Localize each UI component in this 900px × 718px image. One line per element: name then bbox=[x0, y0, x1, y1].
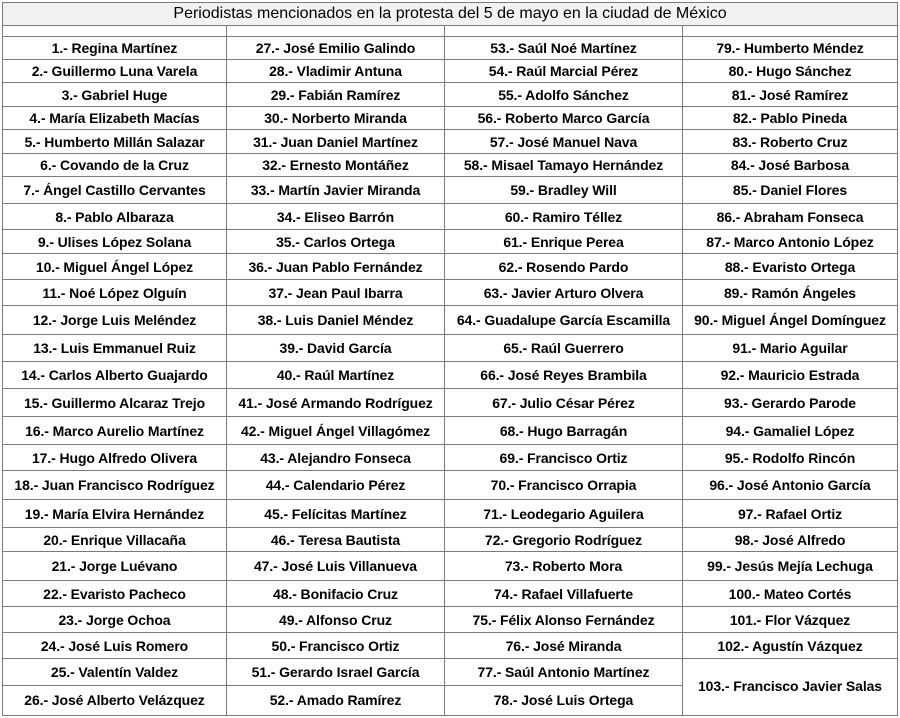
journalist-cell: 19.- María Elvira Hernández bbox=[3, 500, 226, 528]
journalist-cell: 64.- Guadalupe García Escamilla bbox=[445, 306, 682, 335]
journalist-cell: 53.- Saúl Noé Martínez bbox=[445, 37, 682, 60]
journalist-cell: 26.- José Alberto Velázquez bbox=[24, 691, 205, 708]
journalist-cell: 79.- Humberto Méndez bbox=[683, 37, 897, 60]
journalist-cell: 10.- Miguel Ángel López bbox=[3, 254, 226, 280]
journalist-cell: 72.- Gregorio Rodríguez bbox=[445, 528, 682, 552]
journalist-cell: 60.- Ramiro Téllez bbox=[445, 204, 682, 230]
journalist-cell: 4.- María Elizabeth Macías bbox=[3, 107, 226, 130]
journalist-cell: 80.- Hugo Sánchez bbox=[683, 60, 897, 83]
journalist-cell: 71.- Leodegario Aguilera bbox=[445, 500, 682, 528]
journalist-cell: 82.- Pablo Pineda bbox=[683, 107, 897, 130]
journalist-cell: 88.- Evaristo Ortega bbox=[683, 254, 897, 280]
journalist-cell: 31.- Juan Daniel Martínez bbox=[227, 130, 444, 154]
journalist-cell: 38.- Luis Daniel Méndez bbox=[227, 306, 444, 335]
journalist-cell: 100.- Mateo Cortés bbox=[683, 581, 897, 607]
journalist-cell: 101.- Flor Vázquez bbox=[683, 607, 897, 633]
journalist-cell: 59.- Bradley Will bbox=[445, 177, 682, 204]
blank-header-cell bbox=[227, 26, 445, 36]
journalist-cell: 95.- Rodolfo Rincón bbox=[683, 445, 897, 471]
journalist-cell: 33.- Martín Javier Miranda bbox=[227, 177, 444, 204]
journalist-cell: 2.- Guillermo Luna Varela bbox=[3, 60, 226, 83]
journalist-cell: 74.- Rafael Villafuerte bbox=[445, 581, 682, 607]
journalist-cell: 41.- José Armando Rodríguez bbox=[227, 389, 444, 417]
journalist-cell: 14.- Carlos Alberto Guajardo bbox=[3, 362, 226, 389]
name-column-4 bbox=[683, 37, 897, 716]
blank-header-cell bbox=[445, 26, 683, 36]
journalist-cell: 46.- Teresa Bautista bbox=[227, 528, 444, 552]
journalist-cell: 86.- Abraham Fonseca bbox=[683, 204, 897, 230]
journalist-cell: 75.- Félix Alonso Fernández bbox=[445, 607, 682, 633]
name-column-1 bbox=[3, 37, 227, 716]
journalist-cell: 5.- Humberto Millán Salazar bbox=[3, 130, 226, 154]
blank-header-cell bbox=[683, 26, 897, 36]
blank-header-cell bbox=[3, 26, 227, 36]
journalist-cell: 35.- Carlos Ortega bbox=[227, 230, 444, 254]
journalist-cell: 42.- Miguel Ángel Villagómez bbox=[227, 417, 444, 445]
journalist-cell: 9.- Ulises López Solana bbox=[3, 230, 226, 254]
journalist-cell: 103.- Francisco Javier Salas bbox=[698, 678, 882, 694]
journalist-cell: 84.- José Barbosa bbox=[683, 154, 897, 177]
journalist-cell: 24.- José Luis Romero bbox=[3, 633, 226, 659]
journalist-cell: 36.- Juan Pablo Fernández bbox=[227, 254, 444, 280]
journalist-cell: 15.- Guillermo Alcaraz Trejo bbox=[3, 389, 226, 417]
journalist-cell: 96.- José Antonio García bbox=[683, 471, 897, 500]
name-columns bbox=[3, 37, 897, 716]
journalist-cell: 49.- Alfonso Cruz bbox=[227, 607, 444, 633]
journalist-cell: 11.- Noé López Olguín bbox=[3, 280, 226, 306]
journalist-cell: 7.- Ángel Castillo Cervantes bbox=[3, 177, 226, 204]
journalist-cell: 16.- Marco Aurelio Martínez bbox=[3, 417, 226, 445]
journalist-cell: 56.- Roberto Marco García bbox=[445, 107, 682, 130]
journalist-cell: 87.- Marco Antonio López bbox=[683, 230, 897, 254]
journalist-cell: 6.- Covando de la Cruz bbox=[3, 154, 226, 177]
journalist-cell: 81.- José Ramírez bbox=[683, 83, 897, 107]
name-column-3 bbox=[445, 37, 683, 716]
journalist-cell: 44.- Calendario Pérez bbox=[227, 471, 444, 500]
journalist-cell: 102.- Agustín Vázquez bbox=[683, 633, 897, 659]
journalists-table bbox=[2, 2, 898, 716]
journalist-cell: 48.- Bonifacio Cruz bbox=[227, 581, 444, 607]
journalist-cell: 8.- Pablo Albaraza bbox=[3, 204, 226, 230]
journalist-cell: 69.- Francisco Ortiz bbox=[445, 445, 682, 471]
journalist-cell: 73.- Roberto Mora bbox=[445, 552, 682, 581]
journalist-cell: 51.- Gerardo Israel García bbox=[227, 659, 444, 686]
journalist-cell: 67.- Julio César Pérez bbox=[445, 389, 682, 417]
journalist-cell: 43.- Alejandro Fonseca bbox=[227, 445, 444, 471]
journalist-cell: 78.- José Luis Ortega bbox=[493, 691, 634, 708]
journalist-cell: 25.- Valentín Valdez bbox=[3, 659, 226, 686]
journalist-cell: 76.- José Miranda bbox=[445, 633, 682, 659]
journalist-cell: 83.- Roberto Cruz bbox=[683, 130, 897, 154]
journalist-cell: 94.- Gamaliel López bbox=[683, 417, 897, 445]
journalist-cell: 61.- Enrique Perea bbox=[445, 230, 682, 254]
journalist-cell: 21.- Jorge Luévano bbox=[3, 552, 226, 581]
journalist-cell: 28.- Vladimir Antuna bbox=[227, 60, 444, 83]
journalist-cell: 47.- José Luis Villanueva bbox=[227, 552, 444, 581]
journalist-cell: 17.- Hugo Alfredo Olivera bbox=[3, 445, 226, 471]
journalist-cell: 63.- Javier Arturo Olvera bbox=[445, 280, 682, 306]
journalist-cell: 70.- Francisco Orrapia bbox=[445, 471, 682, 500]
journalist-cell: 27.- José Emilio Galindo bbox=[227, 37, 444, 60]
journalist-cell: 62.- Rosendo Pardo bbox=[445, 254, 682, 280]
journalist-cell: 90.- Miguel Ángel Domínguez bbox=[683, 306, 897, 335]
journalist-cell: 77.- Saúl Antonio Martínez bbox=[445, 659, 682, 686]
journalist-cell: 37.- Jean Paul Ibarra bbox=[227, 280, 444, 306]
journalist-cell: 20.- Enrique Villacaña bbox=[3, 528, 226, 552]
journalist-cell: 98.- José Alfredo bbox=[683, 528, 897, 552]
journalist-cell: 52.- Amado Ramírez bbox=[269, 691, 402, 708]
journalist-cell: 55.- Adolfo Sánchez bbox=[445, 83, 682, 107]
journalist-cell: 18.- Juan Francisco Rodríguez bbox=[3, 471, 226, 500]
journalist-cell: 40.- Raúl Martínez bbox=[227, 362, 444, 389]
journalist-cell: 66.- José Reyes Brambila bbox=[445, 362, 682, 389]
journalist-cell: 58.- Misael Tamayo Hernández bbox=[445, 154, 682, 177]
journalist-cell: 93.- Gerardo Parode bbox=[683, 389, 897, 417]
journalist-cell: 22.- Evaristo Pacheco bbox=[3, 581, 226, 607]
journalist-cell: 45.- Felícitas Martínez bbox=[227, 500, 444, 528]
journalist-cell: 50.- Francisco Ortiz bbox=[227, 633, 444, 659]
journalist-cell: 91.- Mario Aguilar bbox=[683, 335, 897, 362]
table-title: Periodistas mencionados en la protesta del 5 de mayo en la ciudad de México bbox=[3, 3, 897, 26]
journalist-cell: 85.- Daniel Flores bbox=[683, 177, 897, 204]
journalist-cell: 13.- Luis Emmanuel Ruiz bbox=[3, 335, 226, 362]
journalist-cell: 1.- Regina Martínez bbox=[3, 37, 226, 60]
journalist-cell: 30.- Norberto Miranda bbox=[227, 107, 444, 130]
journalist-cell: 89.- Ramón Ángeles bbox=[683, 280, 897, 306]
journalist-cell: 65.- Raúl Guerrero bbox=[445, 335, 682, 362]
journalist-cell: 39.- David García bbox=[227, 335, 444, 362]
journalist-cell: 57.- José Manuel Nava bbox=[445, 130, 682, 154]
journalist-cell: 54.- Raúl Marcial Pérez bbox=[445, 60, 682, 83]
journalist-cell: 29.- Fabián Ramírez bbox=[227, 83, 444, 107]
journalist-cell: 32.- Ernesto Montáñez bbox=[227, 154, 444, 177]
journalist-cell: 68.- Hugo Barragán bbox=[445, 417, 682, 445]
blank-header-row bbox=[3, 26, 897, 37]
journalist-cell: 34.- Eliseo Barrón bbox=[227, 204, 444, 230]
journalist-cell: 12.- Jorge Luis Meléndez bbox=[3, 306, 226, 335]
journalist-cell: 3.- Gabriel Huge bbox=[3, 83, 226, 107]
journalist-cell: 23.- Jorge Ochoa bbox=[3, 607, 226, 633]
journalist-cell: 99.- Jesús Mejía Lechuga bbox=[683, 552, 897, 581]
name-column-2 bbox=[227, 37, 445, 716]
journalist-cell: 92.- Mauricio Estrada bbox=[683, 362, 897, 389]
journalist-cell: 97.- Rafael Ortiz bbox=[683, 500, 897, 528]
